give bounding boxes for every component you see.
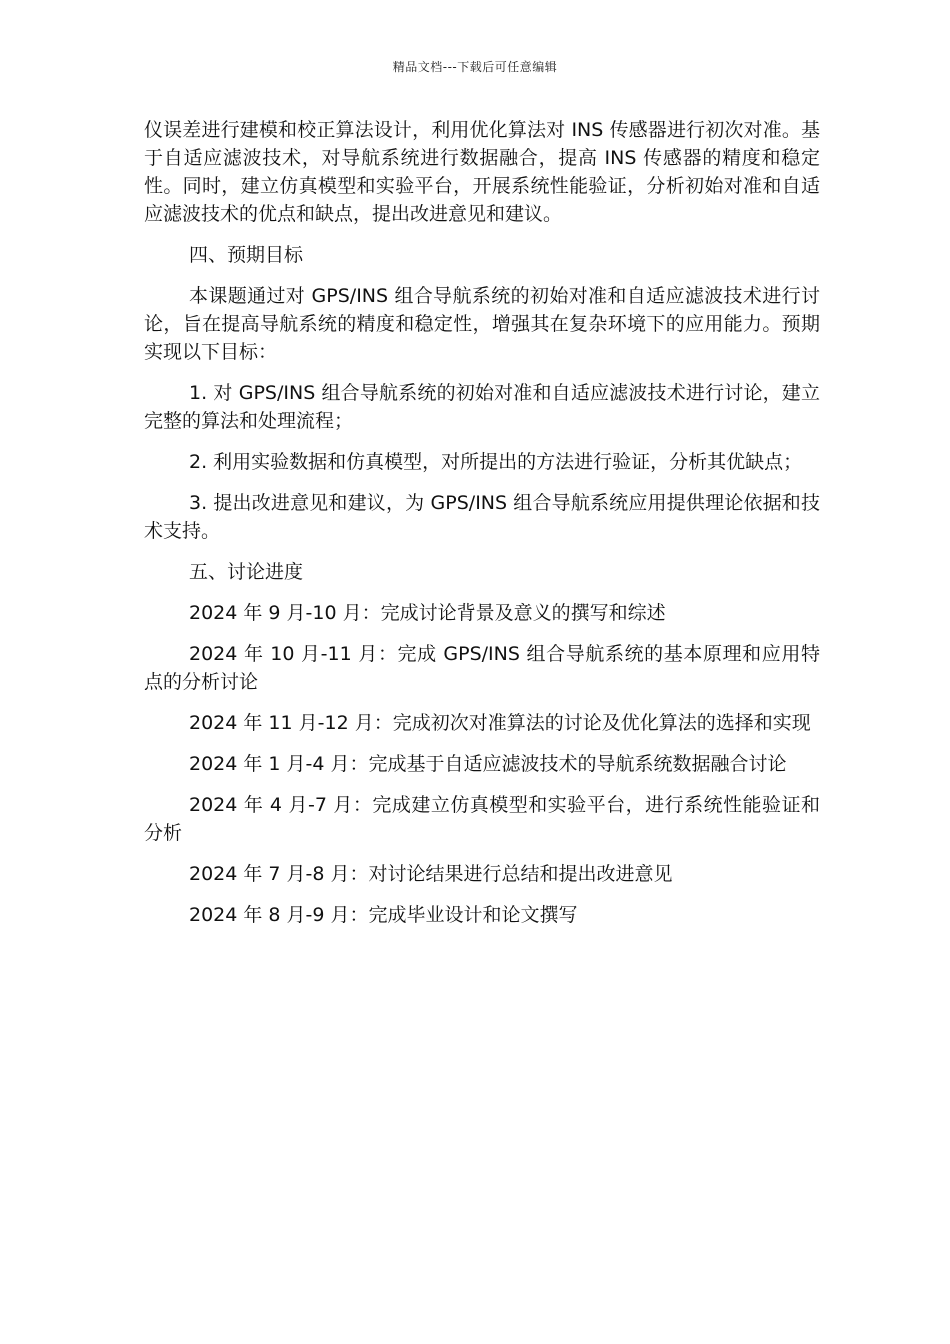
paragraph-goals-intro: 本课题通过对 GPS/INS 组合导航系统的初始对准和自适应滤波技术进行讨论，旨在提高导航系统的精度和稳定性，增强其在复杂环境下的应用能力。预期实现以下目标： bbox=[144, 285, 820, 363]
page-header: 精品文档---下载后可任意编辑 bbox=[392, 60, 558, 74]
goal-item-1: 1. 对 GPS/INS 组合导航系统的初始对准和自适应滤波技术进行讨论，建立完整的算法和处理流程； bbox=[144, 382, 820, 432]
section-heading-expected-goals: 四、预期目标 bbox=[189, 244, 304, 266]
schedule-item-6: 2024 年 7 月-8 月：对讨论结果进行总结和提出改进意见 bbox=[189, 863, 673, 885]
schedule-item-1: 2024 年 9 月-10 月：完成讨论背景及意义的撰写和综述 bbox=[189, 602, 666, 624]
schedule-item-3: 2024 年 11 月-12 月：完成初次对准算法的讨论及优化算法的选择和实现 bbox=[189, 712, 811, 734]
schedule-item-7: 2024 年 8 月-9 月：完成毕业设计和论文撰写 bbox=[189, 904, 578, 926]
section-heading-progress: 五、讨论进度 bbox=[189, 561, 304, 583]
goal-item-3: 3. 提出改进意见和建议，为 GPS/INS 组合导航系统应用提供理论依据和技术支持。 bbox=[144, 492, 820, 542]
schedule-item-4: 2024 年 1 月-4 月：完成基于自适应滤波技术的导航系统数据融合讨论 bbox=[189, 753, 787, 775]
paragraph-continuation: 仪误差进行建模和校正算法设计，利用优化算法对 INS 传感器进行初次对准。基于自适应滤波技术，对导航系统进行数据融合，提高 INS 传感器的精度和稳定性。同时，建立仿真模型和实验平台，开展系统性能验证，分析初始对准和自适应滤波技术的优点和缺点，提出改进意见和建议。 bbox=[144, 119, 820, 225]
goal-item-2: 2. 利用实验数据和仿真模型，对所提出的方法进行验证，分析其优缺点； bbox=[189, 451, 803, 473]
schedule-item-2: 2024 年 10 月-11 月：完成 GPS/INS 组合导航系统的基本原理和应用特点的分析讨论 bbox=[144, 643, 820, 693]
document-body bbox=[144, 116, 820, 942]
schedule-item-5: 2024 年 4 月-7 月：完成建立仿真模型和实验平台，进行系统性能验证和分析 bbox=[144, 794, 820, 844]
